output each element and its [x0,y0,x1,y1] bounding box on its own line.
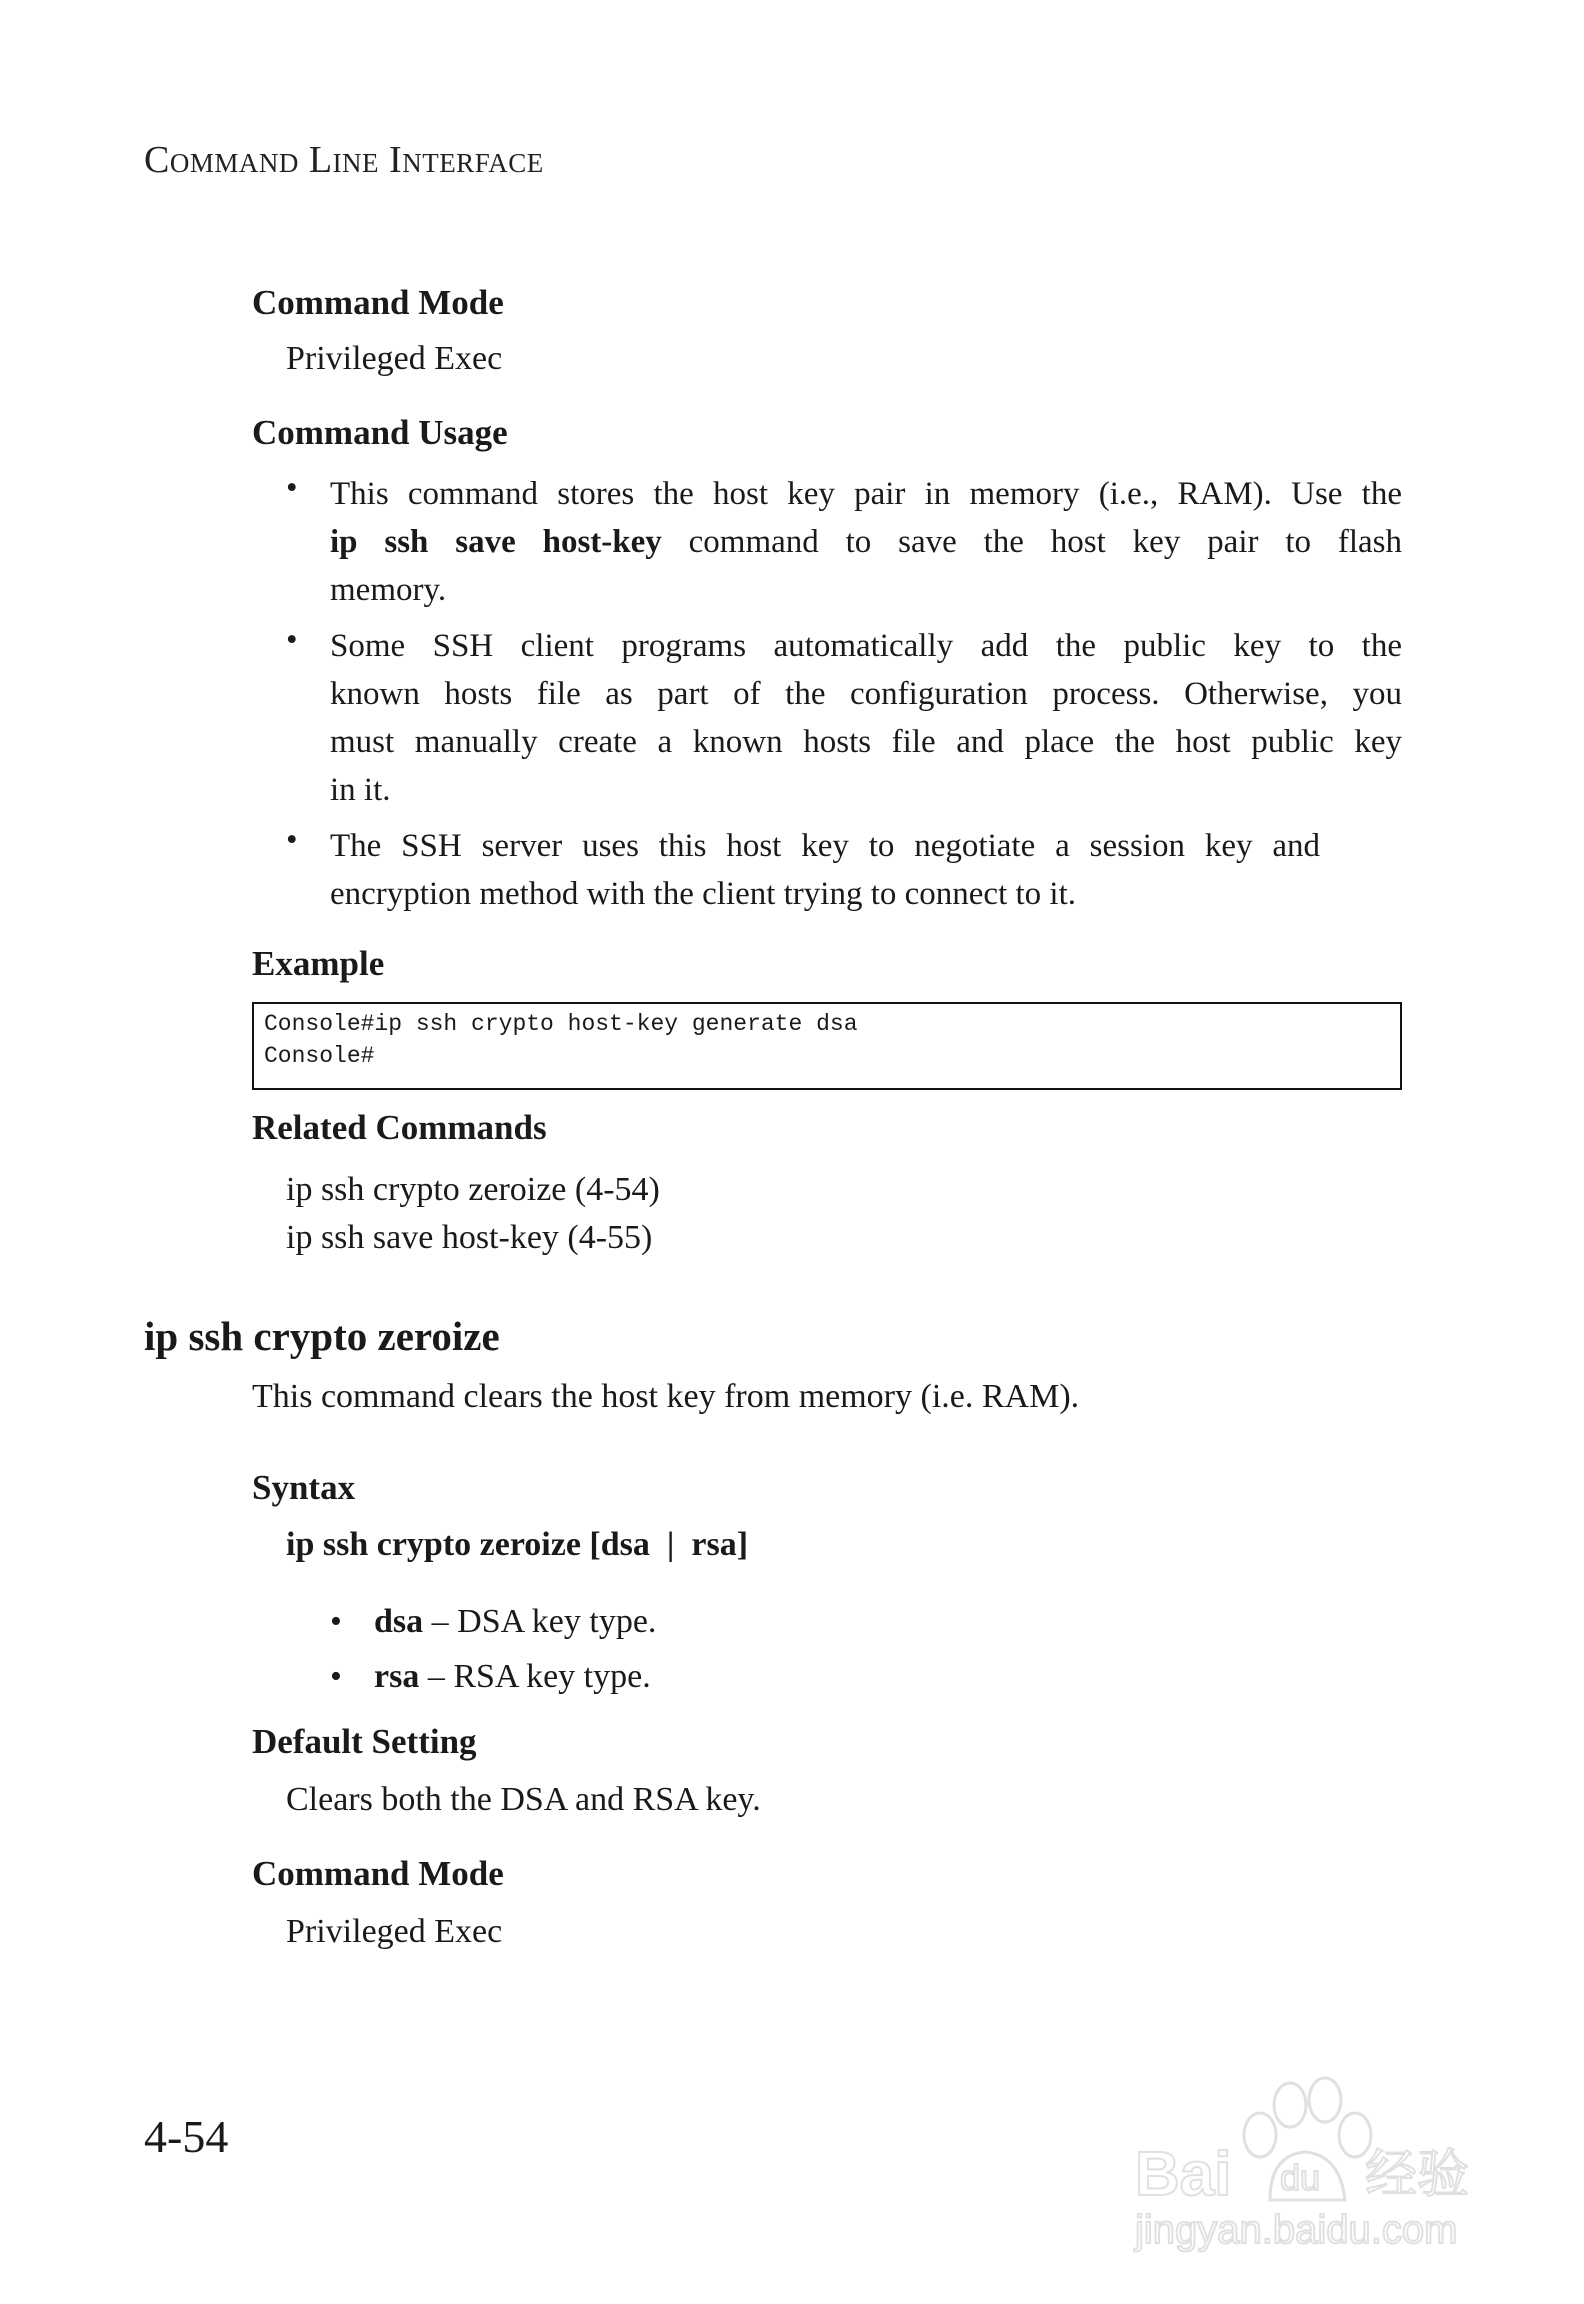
command-description: This command clears the host key from memory (i.e. RAM). [252,1378,1080,1415]
bullet-icon: • [330,1603,342,1640]
baidu-watermark-logo [1120,2060,1500,2260]
syntax-heading: Syntax [252,1468,356,1507]
related-commands-list [286,1166,660,1262]
usage-bullet [286,470,1402,614]
text-line: Some SSH client programs automatically add the public key to the [330,628,1402,664]
bullet-icon: • [330,1658,342,1695]
command-usage-heading: Command Usage [252,413,508,452]
syntax-line: ip ssh crypto zeroize [dsa | rsa] [286,1526,749,1563]
text-fragment: command to save the host key pair to flash [688,524,1402,560]
param-name: dsa [374,1603,424,1640]
running-header: Command Line Interface [144,139,544,181]
svg-text:经验: 经验 [1365,2145,1470,2205]
related-commands-heading: Related Commands [252,1108,547,1147]
svg-text:Bai: Bai [1135,2140,1232,2209]
param-desc: – DSA key type. [423,1603,657,1640]
param-item [330,1649,656,1704]
svg-text:jingyan.baidu.com: jingyan.baidu.com [1135,2208,1458,2252]
command-mode-heading-2: Command Mode [252,1854,504,1893]
param-name: rsa [374,1658,420,1695]
code-line: Console# [264,1043,375,1069]
default-setting-value: Clears both the DSA and RSA key. [286,1781,761,1818]
command-mode-heading: Command Mode [252,283,504,322]
text-line: encryption method with the client trying to connect to it. [330,876,1076,912]
related-command-link[interactable]: ip ssh crypto zeroize (4-54) [286,1171,660,1208]
bullet-icon: • [286,622,298,658]
default-setting-heading: Default Setting [252,1722,477,1761]
usage-bullet [286,622,1402,814]
example-code-box [252,1002,1402,1090]
text-line: This command stores the host key pair in memory (i.e., RAM). Use the [330,476,1402,512]
command-title: ip ssh crypto zeroize [144,1313,500,1359]
bullet-icon: • [286,822,298,858]
usage-bullet [286,822,1402,918]
param-desc: – RSA key type. [419,1658,651,1695]
command-mode-value-2: Privileged Exec [286,1913,503,1950]
example-heading: Example [252,944,385,983]
related-command-link[interactable]: ip ssh save host-key (4-55) [286,1219,653,1256]
svg-text:du: du [1280,2157,1321,2198]
page-number: 4-54 [144,2111,229,2162]
command-mode-value: Privileged Exec [286,340,503,377]
text-line: known hosts file as part of the configuration process. Otherwise, you [330,676,1402,712]
param-item [330,1594,656,1649]
bullet-icon: • [286,470,298,506]
usage-list [286,470,1402,918]
text-line [330,518,1402,566]
param-list [330,1594,656,1704]
command-name: ip ssh save host-key [330,524,662,560]
text-line: in it. [330,772,391,808]
text-line: The SSH server uses this host key to negotiate a session key and [330,828,1320,864]
code-line: Console#ip ssh crypto host-key generate dsa [264,1011,858,1037]
text-line: memory. [330,572,447,608]
text-line: must manually create a known hosts file and place the host public key [330,724,1402,760]
